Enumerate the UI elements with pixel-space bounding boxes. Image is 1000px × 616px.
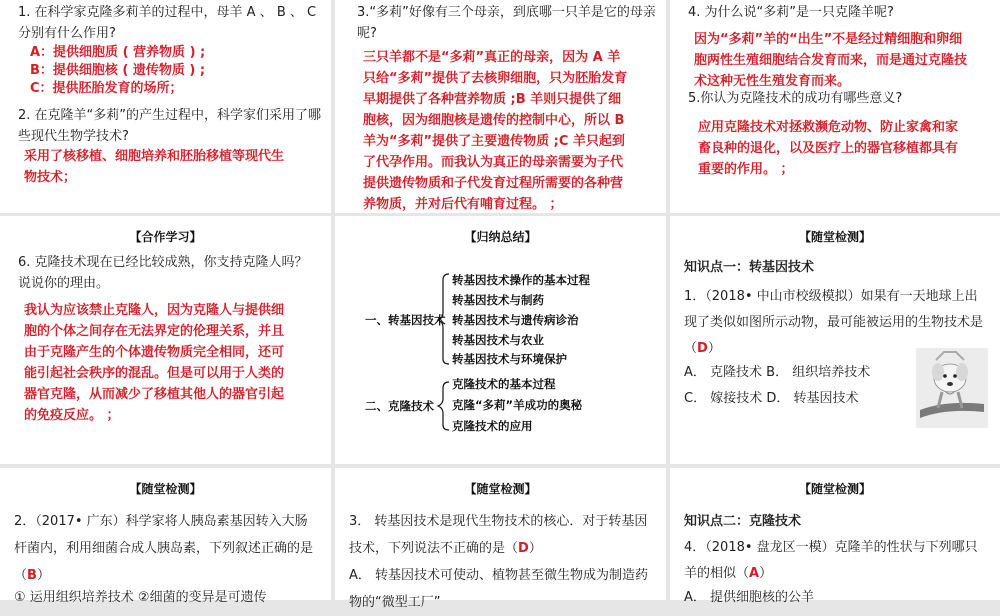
quiz-question-3	[349, 508, 655, 562]
answer-1-b: B：提供细胞核 ( 遗传物质 ) ;	[30, 63, 206, 78]
question-text: 1．（2018• 中山市校级模拟）如果有一天地球上出现了类似如图所示动物，最可能被运用的生物技术是（	[684, 289, 984, 356]
question-5: 5.你认为克隆技术的成功有哪些意义?	[688, 91, 903, 106]
summary-item: 转基因技术与环境保护	[452, 352, 567, 366]
quiz-question-2	[14, 508, 320, 589]
question-text-end: ）	[759, 566, 773, 581]
answer-choice: B	[27, 568, 37, 583]
question-text-end: ）	[707, 341, 721, 356]
panel-quiz-4	[670, 468, 1000, 605]
options-line-2: C． 嫁接技术 D． 转基因技术	[684, 391, 859, 406]
panel-summary	[335, 216, 666, 464]
answer-choice: D	[697, 341, 708, 356]
answer-5: 应用克隆技术对拯救濒危动物、防止家禽和家畜良种的退化，以及医疗上的器官移植都具有重要的作用。 ；	[698, 120, 959, 177]
dog-image	[916, 348, 988, 428]
summary-item: 克隆技术的基本过程	[452, 377, 556, 391]
summary-item: 转基因技术与遗传病诊治	[452, 313, 579, 327]
summary-item: 转基因技术与农业	[452, 333, 544, 347]
section-header: 【随堂检测】	[464, 482, 537, 496]
answer-1-a: A：提供细胞质 ( 营养物质 ) ;	[30, 45, 206, 60]
summary-item: 转基因技术与制药	[452, 293, 544, 307]
knowledge-point-1: 知识点一：转基因技术	[684, 260, 815, 275]
panel-q1-q2	[0, 0, 331, 213]
summary-group-1-label: 一、转基因技术	[365, 313, 446, 327]
options-line-1: A． 克隆技术 B． 组织培养技术	[684, 365, 871, 380]
summary-item: 克隆“多莉”羊成功的奥秘	[452, 398, 583, 412]
summary-item: 克隆技术的应用	[452, 419, 533, 433]
answer-1-c: C：提供胚胎发育的场所；	[30, 81, 183, 96]
panel-q4-q5	[670, 0, 1000, 213]
question-3: 3.“多莉”好像有三个母亲，到底哪一只羊是它的母亲呢?	[357, 5, 656, 41]
knowledge-point-2: 知识点二：克隆技术	[684, 514, 802, 529]
question-text: 4．（2018• 盘龙区一模）克隆羊的性状与下列哪只羊的相似（	[684, 540, 978, 581]
question-2: 2. 在克隆羊“多莉”的产生过程中，科学家们采用了哪些现代生物学技术?	[18, 108, 322, 144]
section-header: 【合作学习】	[129, 230, 202, 244]
question-text: 3． 转基因技术是现代生物技术的核心．对于转基因技术，下列说法不正确的是（	[349, 514, 648, 556]
panel-cooperative-learning	[0, 216, 331, 464]
section-header: 【随堂检测】	[798, 482, 871, 496]
question-6: 6. 克隆技术现在已经比较成熟，你支持克隆人吗？说说你的理由。	[18, 255, 308, 291]
summary-item: 转基因技术操作的基本过程	[452, 273, 590, 287]
section-header: 【归纳总结】	[464, 230, 537, 244]
panel-quiz-2	[0, 468, 331, 605]
section-header: 【随堂检测】	[798, 230, 871, 244]
quiz-options: A． 提供细胞核的公羊	[684, 590, 815, 605]
panel-quiz-3	[335, 468, 666, 610]
question-text-end: ）	[528, 541, 542, 556]
quiz-options: A． 转基因技术可使动、植物甚至微生物成为制造药物的“微型工厂”	[349, 568, 649, 610]
question-text-end: ）	[36, 568, 50, 583]
question-4: 4. 为什么说“多莉”是一只克隆羊呢?	[688, 5, 894, 20]
quiz-question-4	[684, 535, 988, 587]
question-1: 1. 在科学家克隆多莉羊的过程中，母羊 A 、 B 、 C 分别有什么作用?	[18, 5, 317, 41]
question-text: 2．（2017• 广东）科学家将人胰岛素基因转入大肠杆菌内，利用细菌合成人胰岛素，下列叙述正确的是（	[14, 514, 314, 583]
answer-2: 采用了核移植、细胞培养和胚胎移植等现代生物技术；	[24, 149, 285, 185]
answer-3: 三只羊都不是“多莉”真正的母亲，因为 A 羊只给“多莉”提供了去核卵细胞，只为胚胎发育早期提供了各种营养物质 ;B 羊则只提供了细胞核，因为细胞核是遗传的控制中心，所以 B 羊为“多莉”提供了主要遗传物质 ;C 羊只起到了代孕作用。而我认为真正的母亲需要为子代提供遗传物质和子代发育过程所需要的各种营养物质，并对后代有哺育过程。 ；	[363, 50, 628, 212]
section-header: 【随堂检测】	[129, 482, 202, 496]
answer-6: 我认为应该禁止克隆人，因为克隆人与提供细胞的个体之间存在无法界定的伦理关系，并且由于克隆产生的个体遗传物质完全相同，还可能引起社会秩序的混乱。但是可以用于人类的器官克隆，从而减少了移植其他人的器官引起的免疫反应。 ；	[24, 303, 285, 423]
answer-choice: D	[518, 541, 529, 556]
answer-4: 因为“多莉”羊的“出生”不是经过精细胞和卵细胞两性生殖细胞结合发育而来，而是通过克隆技术这种无性生殖发育而来。	[694, 32, 968, 89]
quiz-options: ① 运用组织培养技术 ②细菌的变异是可遗传	[14, 590, 267, 605]
summary-group-2-label: 二、克隆技术	[365, 399, 434, 413]
panel-q3	[335, 0, 666, 213]
answer-choice: A	[749, 566, 760, 581]
panel-quiz-1	[670, 216, 1000, 464]
